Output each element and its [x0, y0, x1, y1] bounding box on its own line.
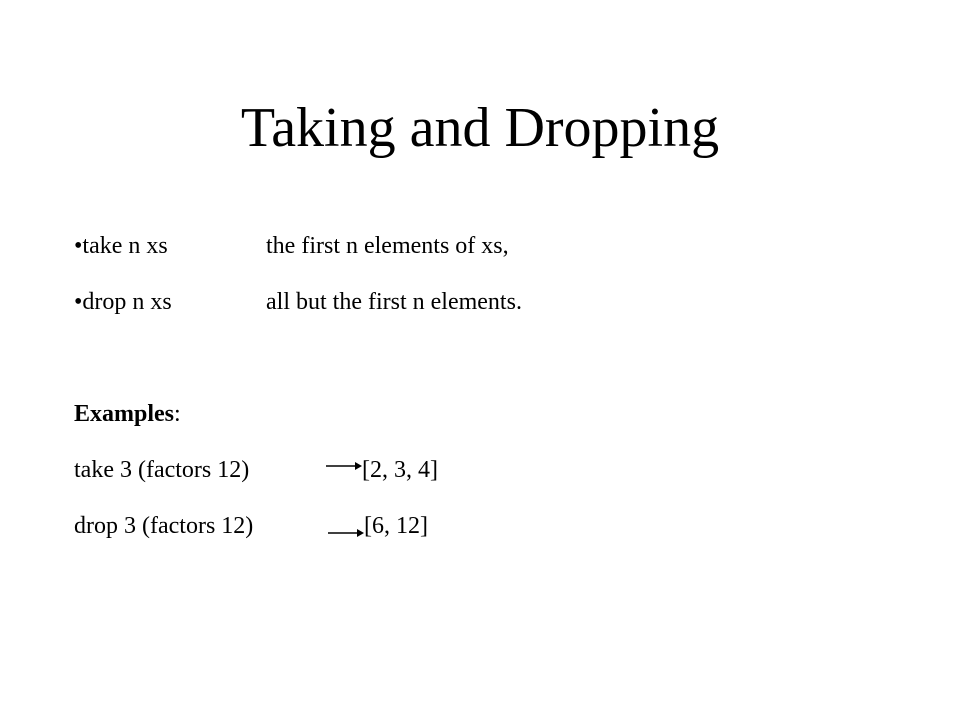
example-drop: [74, 510, 494, 542]
bullet-term-take: [74, 230, 168, 262]
example-take: [74, 454, 494, 486]
slide-title: Taking and Dropping: [240, 97, 720, 159]
example-expression: take 3 (factors 12): [74, 457, 250, 483]
bullet-drop: [74, 286, 634, 318]
example-result: [6, 12]: [364, 513, 428, 539]
bullet-take: [74, 230, 634, 262]
example-result: [2, 3, 4]: [362, 457, 438, 483]
right-arrow-icon: [326, 460, 362, 472]
example-expression: drop 3 (factors 12): [74, 513, 254, 539]
examples-heading: [74, 398, 181, 430]
bullet-term-text: take n xs: [82, 233, 168, 259]
bullet-description-take: the first n elements of xs,: [266, 233, 509, 259]
bullet-description-drop: all but the first n elements.: [266, 289, 522, 315]
bullet-term-text: drop n xs: [82, 289, 172, 315]
bullet-term-drop: [74, 286, 172, 318]
right-arrow-icon: [328, 527, 364, 539]
examples-heading-suffix: :: [174, 401, 181, 427]
bullet-marker: •: [74, 289, 83, 315]
examples-heading-label: Examples: [74, 401, 175, 427]
bullet-marker: •: [74, 233, 83, 259]
